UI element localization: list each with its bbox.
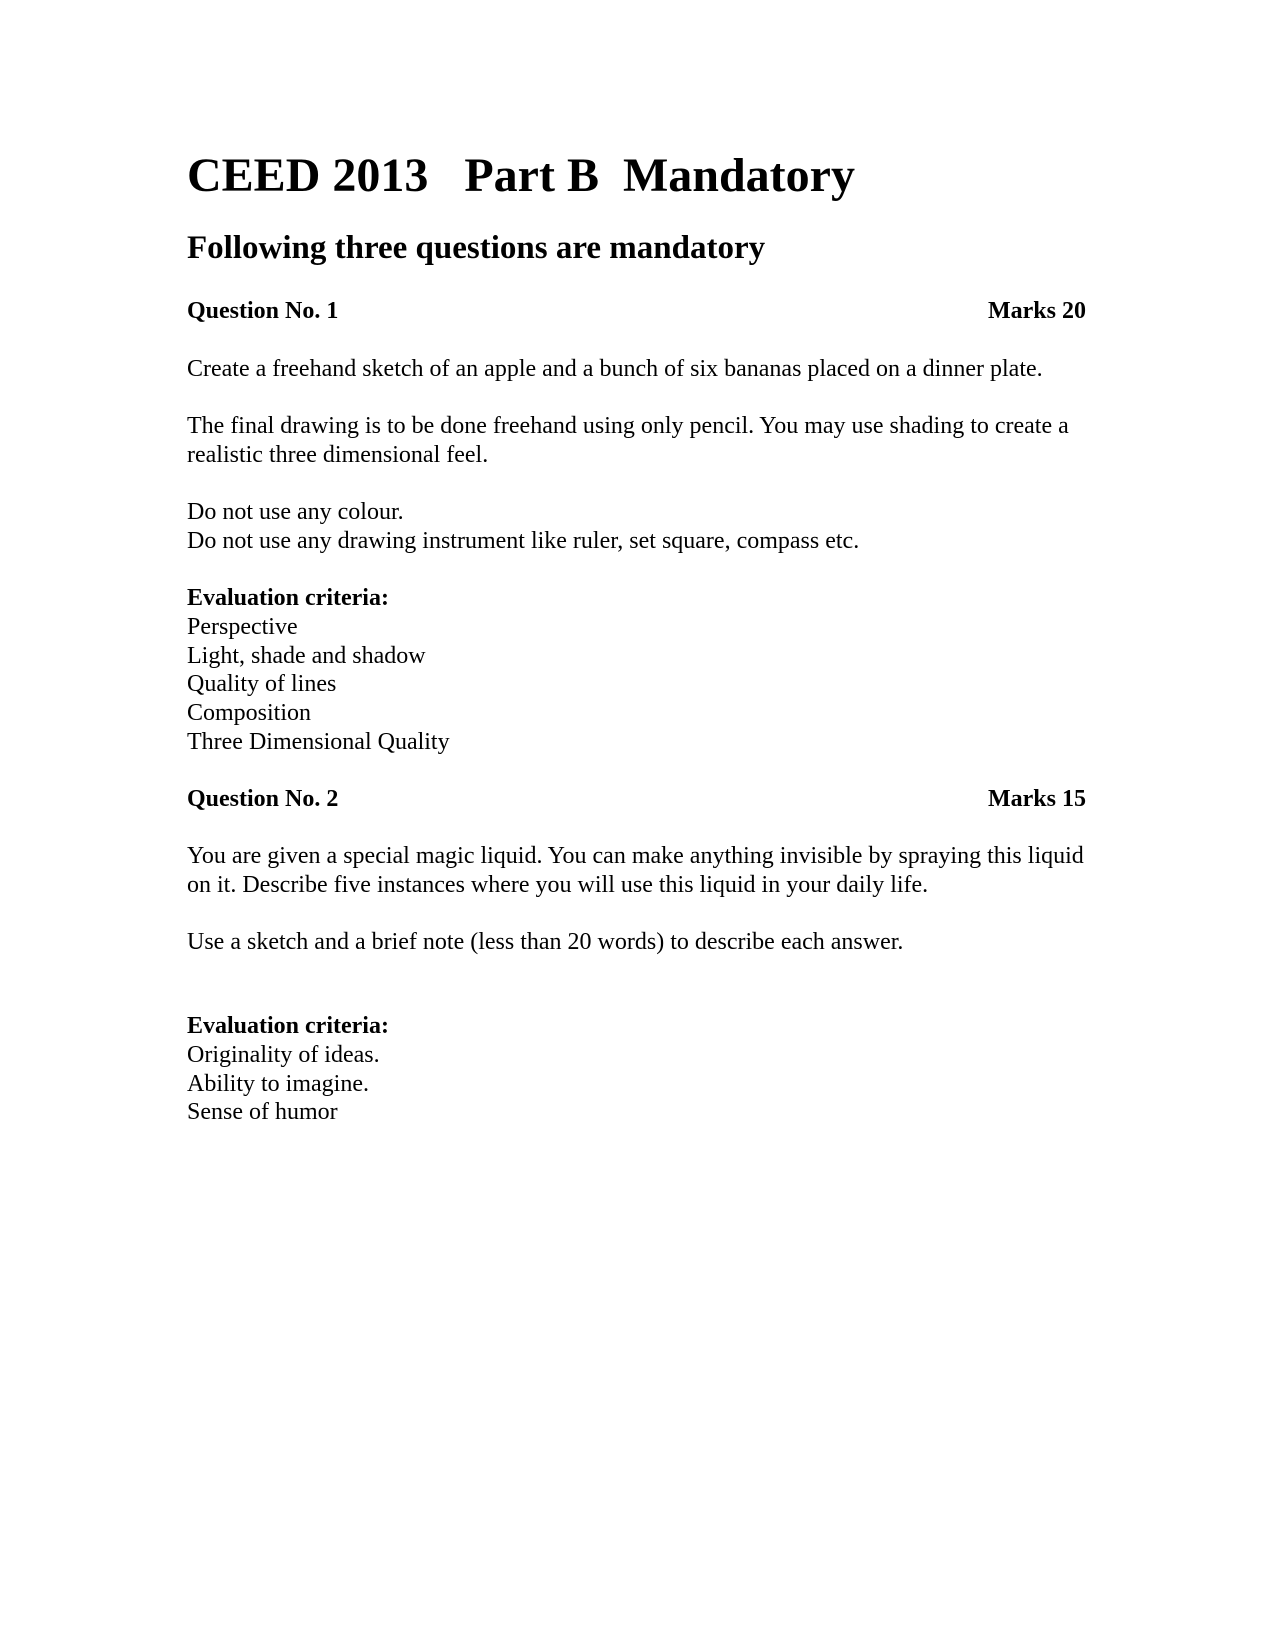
criteria-item: Perspective <box>187 613 298 640</box>
question-2-evaluation <box>187 1012 1086 1127</box>
instruction-line: Do not use any colour. <box>187 499 404 525</box>
question-2-paragraph-2 <box>187 928 1086 957</box>
criteria-item: Three Dimensional Quality <box>187 728 450 755</box>
question-2-marks: Marks 15 <box>988 786 1086 812</box>
question-2-text: Use a sketch and a brief note (less than 20 words) to describe each answer. <box>187 929 904 955</box>
question-2-text: You are given a special magic liquid. You can make anything invisible by spraying this liquid on it. Describe five instances where you will use this liquid in your daily life. <box>187 843 1084 898</box>
evaluation-heading: Evaluation criteria: <box>187 1013 389 1039</box>
criteria-item: Light, shade and shadow <box>187 642 426 669</box>
page-title: CEED 2013 Part B Mandatory <box>187 149 855 202</box>
question-1-paragraph-1 <box>187 355 1086 384</box>
question-2-paragraph-1 <box>187 842 1086 900</box>
question-1-evaluation <box>187 584 1086 757</box>
question-1-label: Question No. 1 <box>187 298 339 324</box>
criteria-item: Composition <box>187 700 312 726</box>
page-subtitle: Following three questions are mandatory <box>187 230 766 266</box>
question-1-text: Create a freehand sketch of an apple and a bunch of six bananas placed on a dinner plate. <box>187 356 1043 382</box>
question-1-text: The final drawing is to be done freehand using only pencil. You may use shading to create a realistic three dimensional feel. <box>187 413 1069 468</box>
question-1-instructions <box>187 498 1086 556</box>
question-2-label: Question No. 2 <box>187 786 339 812</box>
criteria-item: Ability to imagine. <box>187 1070 369 1097</box>
criteria-item: Sense of humor <box>187 1099 338 1126</box>
question-1-paragraph-2 <box>187 412 1086 470</box>
question-1-header <box>187 297 1086 326</box>
criteria-item: Quality of lines <box>187 671 337 698</box>
criteria-item: Originality of ideas. <box>187 1041 380 1068</box>
instruction-line: Do not use any drawing instrument like ruler, set square, compass etc. <box>187 527 860 554</box>
question-1-marks: Marks 20 <box>988 298 1086 324</box>
question-2-header <box>187 785 1086 814</box>
evaluation-heading: Evaluation criteria: <box>187 585 389 611</box>
